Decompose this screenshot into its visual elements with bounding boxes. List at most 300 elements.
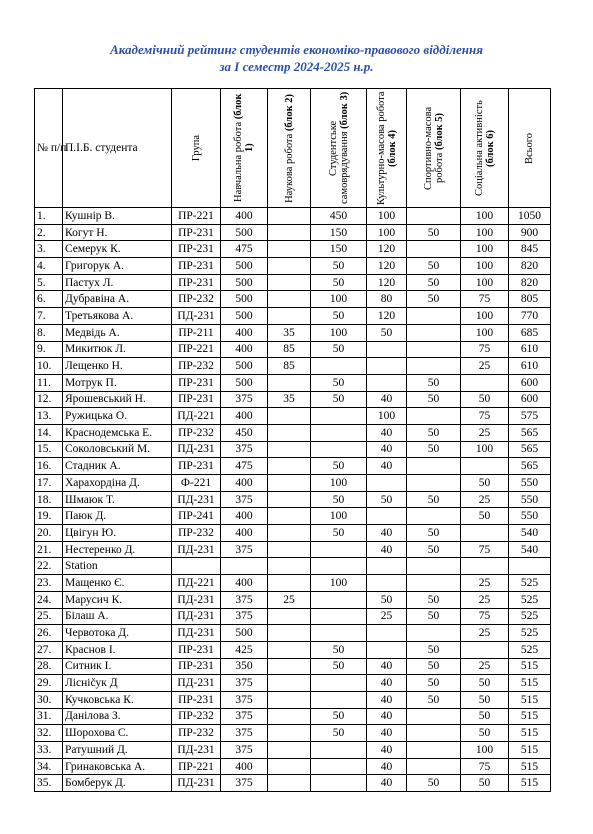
cell-block6: 75 — [461, 758, 509, 775]
table-row — [35, 491, 551, 508]
cell-block6: 50 — [461, 725, 509, 742]
cell-block4: 100 — [367, 224, 407, 241]
table-row — [35, 675, 551, 692]
cell-number: 4. — [35, 258, 63, 275]
table-row — [35, 258, 551, 275]
cell-block5 — [407, 241, 461, 258]
cell-block5 — [407, 408, 461, 425]
header-block5: Спортивно-масова робота (блок 5) — [407, 89, 461, 208]
cell-number: 31. — [35, 708, 63, 725]
cell-number: 9. — [35, 341, 63, 358]
table-row — [35, 775, 551, 792]
cell-name: Соколовський М. — [63, 441, 172, 458]
cell-number: 28. — [35, 658, 63, 675]
cell-block2 — [268, 525, 311, 542]
cell-block4: 120 — [367, 241, 407, 258]
table-body — [35, 208, 551, 792]
cell-block4 — [367, 625, 407, 642]
cell-name: Ратушний Д. — [63, 742, 172, 759]
cell-block1: 450 — [221, 424, 268, 441]
cell-group: ПД-231 — [172, 308, 221, 325]
cell-block4: 40 — [367, 675, 407, 692]
cell-block1: 500 — [221, 291, 268, 308]
cell-total: 600 — [509, 391, 551, 408]
cell-block4 — [367, 358, 407, 375]
cell-block6: 50 — [461, 475, 509, 492]
cell-block1: 400 — [221, 341, 268, 358]
table-row — [35, 742, 551, 759]
cell-number: 33. — [35, 742, 63, 759]
cell-block4: 120 — [367, 274, 407, 291]
cell-block1: 400 — [221, 475, 268, 492]
cell-block3: 50 — [311, 708, 367, 725]
cell-block6: 50 — [461, 391, 509, 408]
cell-name: Червотока Д. — [63, 625, 172, 642]
cell-number: 32. — [35, 725, 63, 742]
cell-block6 — [461, 525, 509, 542]
cell-block1: 500 — [221, 258, 268, 275]
cell-block5 — [407, 341, 461, 358]
cell-group: ПД-221 — [172, 408, 221, 425]
cell-block4 — [367, 575, 407, 592]
cell-block1: 375 — [221, 491, 268, 508]
cell-number: 2. — [35, 224, 63, 241]
cell-block6: 25 — [461, 491, 509, 508]
cell-number: 26. — [35, 625, 63, 642]
cell-block5 — [407, 458, 461, 475]
cell-block4: 50 — [367, 591, 407, 608]
cell-number: 10. — [35, 358, 63, 375]
cell-total: 515 — [509, 691, 551, 708]
cell-block2 — [268, 258, 311, 275]
cell-block2 — [268, 725, 311, 742]
cell-block5: 50 — [407, 424, 461, 441]
cell-name: Ярошевський Н. — [63, 391, 172, 408]
cell-block4: 120 — [367, 258, 407, 275]
cell-block3 — [311, 775, 367, 792]
cell-name: Краснодемська Е. — [63, 424, 172, 441]
cell-block2 — [268, 208, 311, 225]
cell-total: 540 — [509, 541, 551, 558]
cell-name: Микитюк Л. — [63, 341, 172, 358]
cell-block6: 50 — [461, 775, 509, 792]
cell-group: ПР-221 — [172, 341, 221, 358]
cell-name: Ружицька О. — [63, 408, 172, 425]
cell-number: 34. — [35, 758, 63, 775]
header-block4: Культурно-масова робота (блок 4) — [367, 89, 407, 208]
cell-group: ПД-231 — [172, 541, 221, 558]
cell-block4: 80 — [367, 291, 407, 308]
cell-group: ПР-241 — [172, 508, 221, 525]
cell-block2 — [268, 775, 311, 792]
cell-block1: 375 — [221, 441, 268, 458]
cell-group: ПР-232 — [172, 708, 221, 725]
cell-block6: 50 — [461, 508, 509, 525]
cell-block1: 375 — [221, 742, 268, 759]
cell-block2: 85 — [268, 358, 311, 375]
cell-block1: 400 — [221, 508, 268, 525]
cell-total: 550 — [509, 491, 551, 508]
cell-block1: 375 — [221, 708, 268, 725]
cell-block5: 50 — [407, 274, 461, 291]
table-row — [35, 341, 551, 358]
cell-name: Білаш А. — [63, 608, 172, 625]
cell-block6: 25 — [461, 591, 509, 608]
table-row — [35, 758, 551, 775]
cell-block4: 50 — [367, 324, 407, 341]
cell-block5: 50 — [407, 591, 461, 608]
cell-block1: 375 — [221, 391, 268, 408]
cell-block4 — [367, 558, 407, 575]
document-title: Академічний рейтинг студентів економіко-правового відділення — [110, 42, 483, 57]
cell-group — [172, 558, 221, 575]
cell-block3: 50 — [311, 391, 367, 408]
cell-total: 540 — [509, 525, 551, 542]
cell-block5: 50 — [407, 691, 461, 708]
table-row — [35, 274, 551, 291]
table-row — [35, 575, 551, 592]
cell-block3 — [311, 408, 367, 425]
cell-block3: 100 — [311, 324, 367, 341]
cell-block5: 50 — [407, 258, 461, 275]
cell-number: 24. — [35, 591, 63, 608]
table-row — [35, 408, 551, 425]
cell-total: 820 — [509, 274, 551, 291]
cell-name: Лещенко Н. — [63, 358, 172, 375]
cell-name: Третьякова А. — [63, 308, 172, 325]
cell-number: 22. — [35, 558, 63, 575]
cell-block5: 50 — [407, 491, 461, 508]
cell-total: 610 — [509, 341, 551, 358]
cell-block6: 100 — [461, 274, 509, 291]
cell-total: 525 — [509, 575, 551, 592]
table-row — [35, 291, 551, 308]
table-row — [35, 424, 551, 441]
table-row — [35, 591, 551, 608]
cell-block6: 25 — [461, 625, 509, 642]
cell-block2 — [268, 658, 311, 675]
cell-block5 — [407, 708, 461, 725]
cell-block3: 50 — [311, 458, 367, 475]
cell-total: 515 — [509, 708, 551, 725]
cell-number: 11. — [35, 374, 63, 391]
cell-block6: 50 — [461, 691, 509, 708]
cell-block3 — [311, 558, 367, 575]
cell-total: 1050 — [509, 208, 551, 225]
cell-block3 — [311, 758, 367, 775]
cell-group: ПР-232 — [172, 291, 221, 308]
cell-name: Григорук А. — [63, 258, 172, 275]
cell-total: 550 — [509, 475, 551, 492]
cell-block5 — [407, 324, 461, 341]
cell-number: 17. — [35, 475, 63, 492]
cell-number: 1. — [35, 208, 63, 225]
cell-block6: 50 — [461, 708, 509, 725]
cell-block3: 150 — [311, 241, 367, 258]
cell-block2 — [268, 408, 311, 425]
cell-block5 — [407, 758, 461, 775]
cell-block6: 25 — [461, 658, 509, 675]
cell-block4: 40 — [367, 725, 407, 742]
cell-block5 — [407, 358, 461, 375]
cell-group: ПД-231 — [172, 775, 221, 792]
cell-block6: 100 — [461, 241, 509, 258]
cell-block3: 50 — [311, 525, 367, 542]
cell-block4: 40 — [367, 541, 407, 558]
table-row — [35, 458, 551, 475]
cell-name: Шмаюк Т. — [63, 491, 172, 508]
cell-block2: 25 — [268, 591, 311, 608]
cell-group: ПД-231 — [172, 591, 221, 608]
cell-block1: 475 — [221, 241, 268, 258]
cell-block2 — [268, 441, 311, 458]
cell-number: 8. — [35, 324, 63, 341]
cell-name: Ситник І. — [63, 658, 172, 675]
cell-block4: 100 — [367, 408, 407, 425]
cell-total: 820 — [509, 258, 551, 275]
header-row — [35, 89, 551, 208]
cell-group: ПД-231 — [172, 441, 221, 458]
cell-block6 — [461, 641, 509, 658]
cell-name: Мотрук П. — [63, 374, 172, 391]
cell-group: ПР-231 — [172, 641, 221, 658]
cell-block3: 50 — [311, 658, 367, 675]
cell-block1: 400 — [221, 324, 268, 341]
cell-block5: 50 — [407, 541, 461, 558]
header-number: № п/п — [35, 89, 63, 208]
cell-total: 515 — [509, 675, 551, 692]
cell-name: Лісніčук Д — [63, 675, 172, 692]
cell-block2: 85 — [268, 341, 311, 358]
table-row — [35, 658, 551, 675]
cell-block2 — [268, 742, 311, 759]
cell-block3: 100 — [311, 575, 367, 592]
cell-block1: 500 — [221, 308, 268, 325]
cell-total: 565 — [509, 424, 551, 441]
cell-block6: 50 — [461, 675, 509, 692]
table-row — [35, 208, 551, 225]
cell-number: 23. — [35, 575, 63, 592]
cell-total: 525 — [509, 591, 551, 608]
cell-group: ПР-231 — [172, 241, 221, 258]
cell-block2 — [268, 508, 311, 525]
cell-block2 — [268, 575, 311, 592]
cell-total: 610 — [509, 358, 551, 375]
cell-block5: 50 — [407, 291, 461, 308]
cell-block3: 50 — [311, 341, 367, 358]
cell-block5 — [407, 725, 461, 742]
table-row — [35, 608, 551, 625]
cell-block1: 375 — [221, 591, 268, 608]
cell-number: 15. — [35, 441, 63, 458]
cell-block4: 50 — [367, 491, 407, 508]
cell-block3 — [311, 591, 367, 608]
cell-name: Стадник А. — [63, 458, 172, 475]
table-row — [35, 625, 551, 642]
cell-block3: 100 — [311, 508, 367, 525]
cell-block1: 500 — [221, 358, 268, 375]
cell-block2 — [268, 541, 311, 558]
cell-number: 6. — [35, 291, 63, 308]
header-block1: Навчальна робота (блок 1) — [221, 89, 268, 208]
cell-number: 35. — [35, 775, 63, 792]
cell-block5: 50 — [407, 775, 461, 792]
cell-block1: 375 — [221, 775, 268, 792]
cell-block4: 40 — [367, 424, 407, 441]
cell-total: 565 — [509, 458, 551, 475]
cell-group: ПР-231 — [172, 274, 221, 291]
table-row — [35, 374, 551, 391]
cell-block4: 40 — [367, 691, 407, 708]
cell-block1: 400 — [221, 208, 268, 225]
cell-block4: 40 — [367, 758, 407, 775]
cell-block5: 50 — [407, 641, 461, 658]
cell-name: Харахордіна Д. — [63, 475, 172, 492]
cell-total: 845 — [509, 241, 551, 258]
cell-block5: 50 — [407, 608, 461, 625]
cell-total: 525 — [509, 641, 551, 658]
cell-total — [509, 558, 551, 575]
cell-block3: 50 — [311, 725, 367, 742]
cell-block3: 50 — [311, 491, 367, 508]
header-block6: Соціальна активність (блок 6) — [461, 89, 509, 208]
cell-block3: 100 — [311, 291, 367, 308]
cell-total: 805 — [509, 291, 551, 308]
cell-group: ПР-231 — [172, 258, 221, 275]
cell-block1: 400 — [221, 758, 268, 775]
cell-group: ПР-232 — [172, 725, 221, 742]
cell-block4 — [367, 508, 407, 525]
cell-block5: 50 — [407, 374, 461, 391]
cell-block5 — [407, 625, 461, 642]
cell-block4: 40 — [367, 775, 407, 792]
cell-name: Шорохова С. — [63, 725, 172, 742]
table-row — [35, 308, 551, 325]
cell-number: 21. — [35, 541, 63, 558]
cell-block1: 400 — [221, 408, 268, 425]
cell-block3: 50 — [311, 274, 367, 291]
cell-block6: 25 — [461, 424, 509, 441]
cell-number: 18. — [35, 491, 63, 508]
cell-number: 3. — [35, 241, 63, 258]
cell-block6: 75 — [461, 541, 509, 558]
cell-block3: 50 — [311, 641, 367, 658]
cell-total: 515 — [509, 725, 551, 742]
cell-total: 525 — [509, 625, 551, 642]
cell-block4: 100 — [367, 208, 407, 225]
cell-group: ПД-231 — [172, 675, 221, 692]
cell-group: ПД-221 — [172, 575, 221, 592]
cell-block6: 25 — [461, 358, 509, 375]
header-total: Всього — [509, 89, 551, 208]
cell-total: 550 — [509, 508, 551, 525]
table-row — [35, 475, 551, 492]
cell-block2 — [268, 274, 311, 291]
cell-block4: 40 — [367, 658, 407, 675]
cell-block5: 50 — [407, 675, 461, 692]
cell-name: Кучковська К. — [63, 691, 172, 708]
cell-name: Station — [63, 558, 172, 575]
cell-group: ПР-231 — [172, 391, 221, 408]
cell-block2 — [268, 708, 311, 725]
cell-group: ПР-231 — [172, 458, 221, 475]
cell-name: Цвігун Ю. — [63, 525, 172, 542]
cell-block3 — [311, 691, 367, 708]
cell-block4: 120 — [367, 308, 407, 325]
cell-block1: 375 — [221, 691, 268, 708]
cell-total: 575 — [509, 408, 551, 425]
cell-block6 — [461, 458, 509, 475]
cell-total: 900 — [509, 224, 551, 241]
cell-name: Краснов І. — [63, 641, 172, 658]
header-group: Група — [172, 89, 221, 208]
cell-number: 13. — [35, 408, 63, 425]
cell-name: Бомберук Д. — [63, 775, 172, 792]
table-row — [35, 441, 551, 458]
cell-block1: 375 — [221, 608, 268, 625]
cell-block3: 50 — [311, 308, 367, 325]
cell-block2: 35 — [268, 324, 311, 341]
table-row — [35, 691, 551, 708]
cell-block4 — [367, 341, 407, 358]
cell-block6: 100 — [461, 258, 509, 275]
cell-block1: 375 — [221, 541, 268, 558]
cell-block3: 100 — [311, 475, 367, 492]
cell-block5: 50 — [407, 525, 461, 542]
cell-name: Марусич К. — [63, 591, 172, 608]
cell-total: 685 — [509, 324, 551, 341]
cell-block2 — [268, 675, 311, 692]
cell-block5: 50 — [407, 441, 461, 458]
cell-number: 20. — [35, 525, 63, 542]
cell-name: Семерук К. — [63, 241, 172, 258]
table-row — [35, 224, 551, 241]
cell-block2: 35 — [268, 391, 311, 408]
document-subtitle: за І семестр 2024-2025 н.р. — [219, 59, 374, 74]
cell-total: 600 — [509, 374, 551, 391]
cell-name: Пастух Л. — [63, 274, 172, 291]
table-row — [35, 391, 551, 408]
cell-block5: 50 — [407, 391, 461, 408]
cell-block3 — [311, 441, 367, 458]
cell-number: 27. — [35, 641, 63, 658]
cell-block3 — [311, 742, 367, 759]
cell-block2 — [268, 241, 311, 258]
cell-total: 525 — [509, 608, 551, 625]
cell-block5 — [407, 558, 461, 575]
cell-block4: 40 — [367, 441, 407, 458]
cell-group: ПР-231 — [172, 374, 221, 391]
rating-table — [34, 88, 551, 792]
cell-number: 30. — [35, 691, 63, 708]
cell-block4 — [367, 641, 407, 658]
table-row — [35, 358, 551, 375]
cell-name: Кушнір В. — [63, 208, 172, 225]
cell-total: 515 — [509, 775, 551, 792]
cell-group: ПД-231 — [172, 625, 221, 642]
cell-name: Дубравіна А. — [63, 291, 172, 308]
cell-block2 — [268, 558, 311, 575]
cell-name: Мащенко Є. — [63, 575, 172, 592]
cell-block2 — [268, 374, 311, 391]
table-row — [35, 641, 551, 658]
cell-group: ПР-232 — [172, 525, 221, 542]
cell-block1 — [221, 558, 268, 575]
cell-total: 515 — [509, 742, 551, 759]
cell-block2 — [268, 625, 311, 642]
cell-block1: 400 — [221, 575, 268, 592]
cell-number: 16. — [35, 458, 63, 475]
